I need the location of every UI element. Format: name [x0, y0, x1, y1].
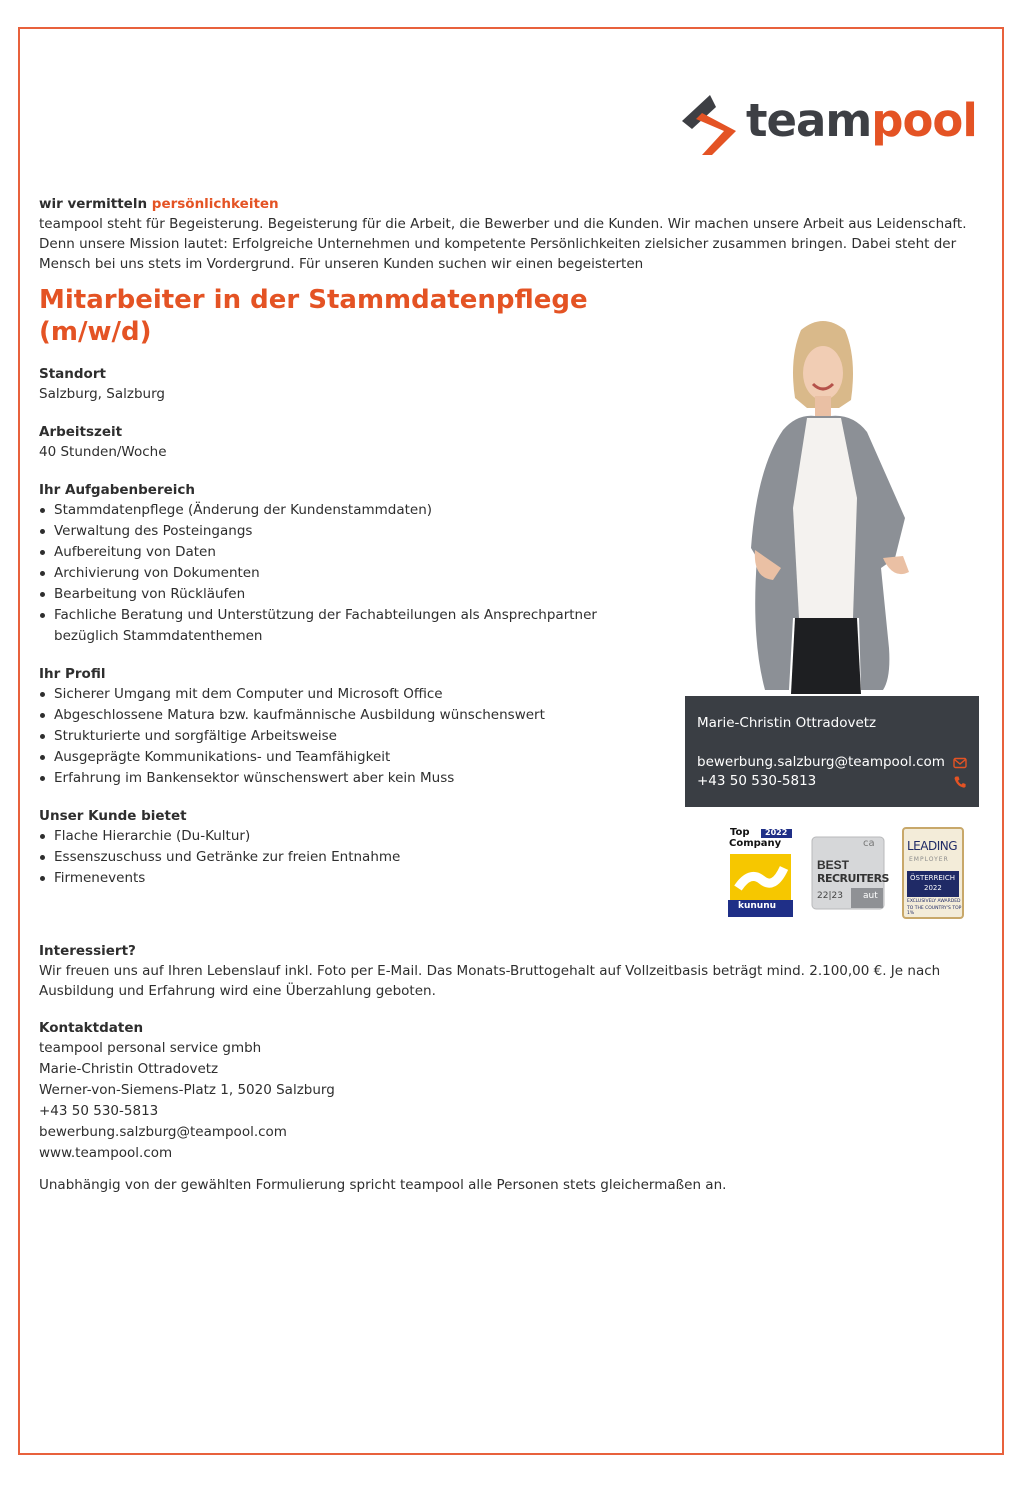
badge-country-text: ÖSTERREICH — [910, 874, 956, 882]
standort-label: Standort — [39, 366, 106, 382]
badge-note2-text: TO THE COUNTRY'S TOP 1% — [907, 906, 962, 916]
website-link[interactable]: www.teampool.com — [39, 1145, 173, 1161]
list-item: Stammdatenpflege (Änderung der Kundenstammdaten) — [39, 500, 649, 521]
badge-kununu-text: kununu — [738, 901, 777, 911]
badge-year-text: 2022 — [765, 828, 788, 837]
arbeitszeit-section — [39, 422, 679, 462]
interessiert-text: Wir freuen uns auf Ihren Lebenslauf inkl. Foto per E-Mail. Das Monats-Bruttogehalt auf Vollzeitbasis beträgt mind. 2.100,00 €. Je nach Ausbildung und Erfahrung wird eine Überzahlung geboten. — [39, 963, 941, 999]
list-item: Aufbereitung von Daten — [39, 542, 649, 563]
badge-employer-text: EMPLOYER — [909, 856, 949, 863]
kunde-label: Unser Kunde bietet — [39, 808, 187, 824]
list-item: Fachliche Beratung und Unterstützung der Fachabteilungen als Ansprechpartner bezüglich Stammdatenthemen — [39, 605, 649, 647]
footer-note: Unabhängig von der gewählten Formulierung spricht teampool alle Personen stets gleichermaßen an. — [39, 1177, 727, 1193]
phone-icon[interactable] — [953, 775, 967, 789]
badge-year-text: 2022 — [924, 884, 942, 892]
profil-section — [39, 664, 679, 789]
list-item: Ausgeprägte Kommunikations- und Teamfähigkeit — [39, 747, 679, 768]
profil-label: Ihr Profil — [39, 666, 106, 682]
badge-aut-text: aut — [863, 891, 878, 901]
badge-leading-text: LEADING — [907, 839, 958, 853]
job-title: Mitarbeiter in der Stammdatenpflege (m/w/d) — [39, 285, 588, 347]
interessiert-label: Interessiert? — [39, 943, 136, 959]
teampool-logo — [678, 93, 977, 157]
contact-person-photo — [733, 318, 913, 696]
badge-season-text: 22|23 — [817, 891, 843, 901]
kontaktdaten-label: Kontaktdaten — [39, 1020, 144, 1036]
interessiert-section — [39, 941, 979, 1001]
arbeitszeit-label: Arbeitszeit — [39, 424, 123, 440]
address: Werner-von-Siemens-Platz 1, 5020 Salzburg — [39, 1082, 335, 1098]
list-item: Firmenevents — [39, 868, 679, 889]
contact-phone-link[interactable]: +43 50 530-5813 — [697, 773, 817, 789]
kununu-top-company-badge — [728, 828, 793, 917]
arbeitszeit-value: 40 Stunden/Woche — [39, 444, 167, 460]
list-item: Verwaltung des Posteingangs — [39, 521, 649, 542]
intro-heading: wir vermitteln persönlichkeiten — [39, 196, 279, 212]
contact-name: Marie-Christin Ottradovetz — [697, 715, 877, 731]
badge-ca-text: ca — [863, 838, 875, 849]
list-item: Strukturierte und sorgfältige Arbeitsweise — [39, 726, 679, 747]
contact-email-link[interactable]: bewerbung.salzburg@teampool.com — [697, 754, 945, 770]
intro-text: teampool steht für Begeisterung. Begeisterung für die Arbeit, die Bewerber und die Kunden. Wir machen unsere Arbeit aus Leidenschaft. Denn unsere Mission lautet: Erfolgreiche Unternehmen und kompetente Persönlichkeiten zielsicher zusammen bringen. Dabei steht der Mensch bei uns stets im Vordergrund. Für unseren Kunden suchen wir einen begeisterten — [39, 216, 967, 272]
list-item: Essenszuschuss und Getränke zur freien Entnahme — [39, 847, 679, 868]
kunde-section — [39, 806, 679, 889]
badge-note1-text: EXCLUSIVELY AWARDED — [907, 899, 961, 904]
list-item: Abgeschlossene Matura bzw. kaufmännische Ausbildung wünschenswert — [39, 705, 679, 726]
list-item: Archivierung von Dokumenten — [39, 563, 649, 584]
list-item: Erfahrung im Bankensektor wünschenswert aber kein Muss — [39, 768, 679, 789]
company-name: teampool personal service gmbh — [39, 1040, 262, 1056]
badge-top-text: Top — [730, 827, 750, 838]
list-item: Bearbeitung von Rückläufen — [39, 584, 649, 605]
logo-chevron-icon — [678, 93, 740, 157]
phone-number[interactable]: +43 50 530-5813 — [39, 1103, 159, 1119]
mail-icon[interactable] — [953, 756, 967, 770]
intro-block — [39, 194, 979, 274]
standort-value: Salzburg, Salzburg — [39, 386, 165, 402]
logo-wordmark: teampool — [746, 94, 977, 147]
contact-card — [685, 696, 979, 807]
kontaktdaten-section — [39, 1018, 979, 1164]
badge-company-text: Company — [729, 838, 782, 849]
standort-section — [39, 364, 679, 404]
contact-person: Marie-Christin Ottradovetz — [39, 1061, 219, 1077]
best-recruiters-badge — [811, 836, 889, 910]
badge-recruiters-text: RECRUITERS — [817, 872, 889, 885]
leading-employer-badge — [902, 827, 964, 919]
list-item: Flache Hierarchie (Du-Kultur) — [39, 826, 679, 847]
aufgaben-label: Ihr Aufgabenbereich — [39, 482, 196, 498]
list-item: Sicherer Umgang mit dem Computer und Microsoft Office — [39, 684, 679, 705]
aufgaben-section — [39, 480, 649, 647]
email-address[interactable]: bewerbung.salzburg@teampool.com — [39, 1124, 287, 1140]
badge-best-text: BEST — [817, 858, 850, 872]
